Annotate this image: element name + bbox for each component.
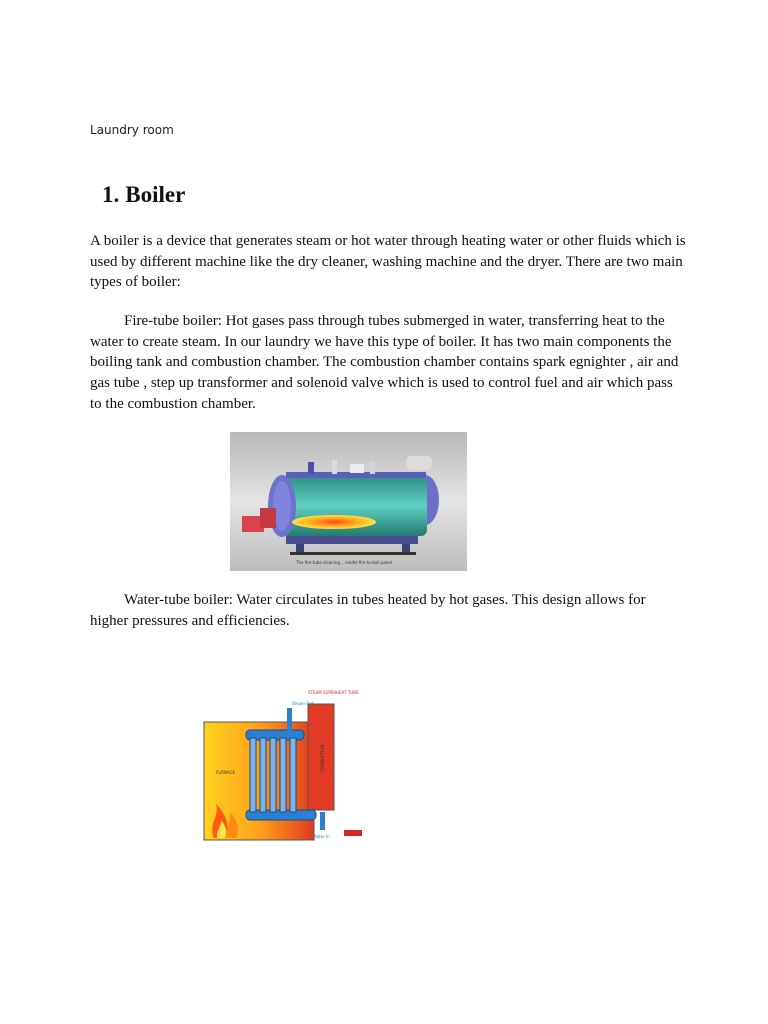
document-header: Laundry room [90,123,174,137]
fire-tube-caption: The fire-tube cleaning... model fire-to-ball panel [296,560,392,565]
label-top: STEAM SUPERHEAT TUBE [308,690,359,695]
section-heading [102,182,185,208]
fire-tube-boiler-image [230,432,467,571]
label-riser: COMBUSTION [320,744,325,772]
water-tube-paragraph: Water-tube boiler: Water circulates in tubes heated by hot gases. This design allows for higher pressures and efficiencies. [90,592,646,629]
water-tube-boiler-image [184,686,364,842]
label-water: Water In [313,834,330,839]
section-number: 1. [102,182,120,207]
section-title: Boiler [125,182,186,207]
intro-paragraph: A boiler is a device that generates steam or hot water through heating water or other fluids which is used by different machine like the dry cleaner, washing machine and the dryer. There are two main types of boiler: [90,233,686,291]
label-furnace: FURNACE [216,770,235,775]
label-steam: Steam Out [292,701,314,706]
fire-tube-paragraph: Fire-tube boiler: Hot gases pass through tubes submerged in water, transferring heat to the water to create steam. In our laundry we have this type of boiler. It has two main components the boiling tank and combustion chamber. The combustion chamber contains spark egnighter , air and gas tube , step up transformer and solenoid valve which is used to control fuel and air which pass to the combustion chamber. [90,313,679,412]
